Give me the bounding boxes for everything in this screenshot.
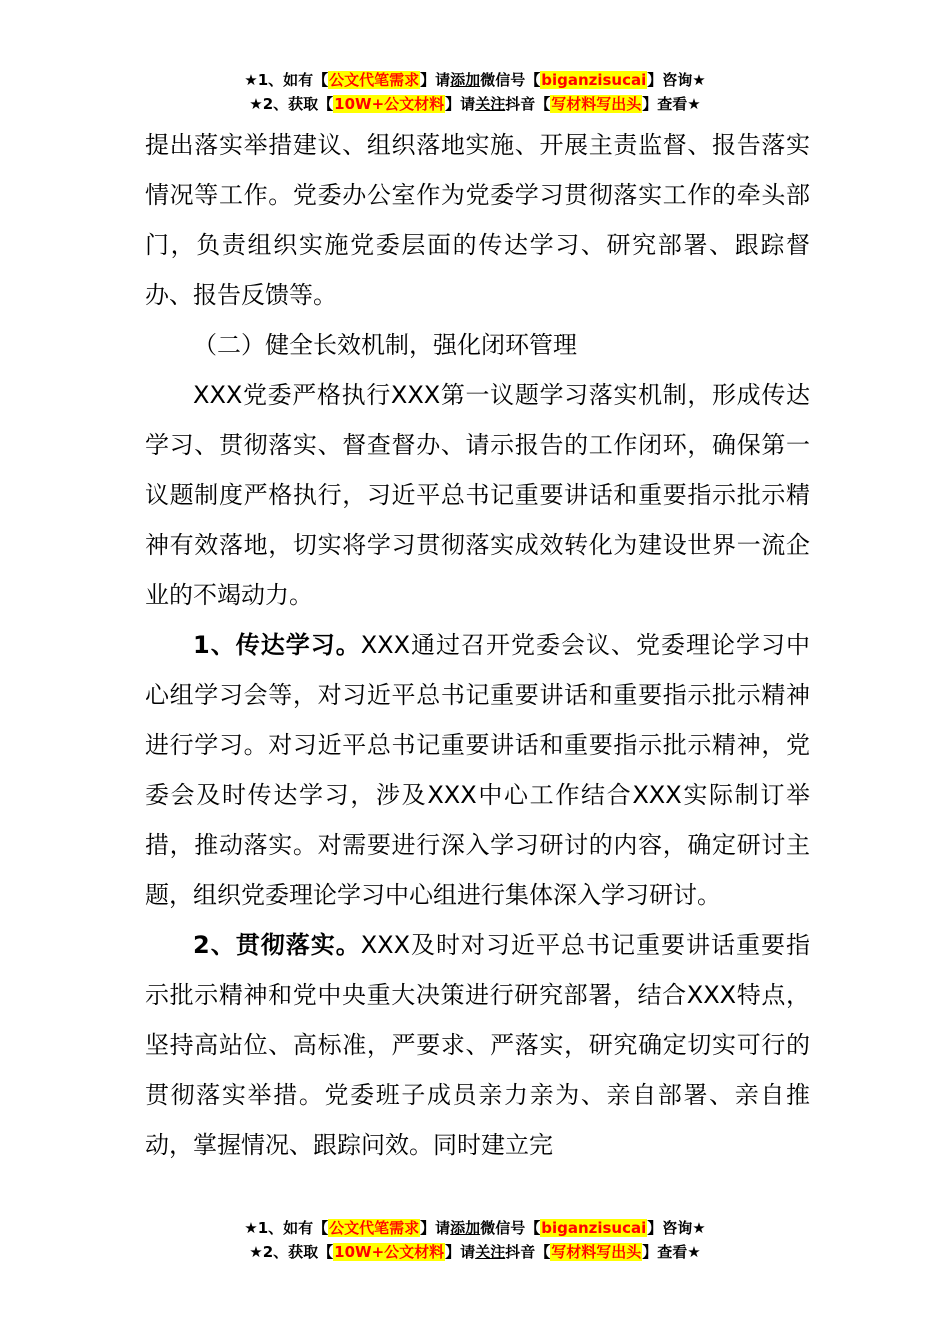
banner-highlight: biganzisucai	[541, 71, 647, 89]
section-heading: （二）健全长效机制，强化闭环管理	[193, 331, 577, 359]
item-1-title: 1、传达学习。	[193, 631, 361, 659]
item-2-text: XXX及时对习近平总书记重要讲话重要指示批示精神和党中央重大决策进行研究部署，结合XXX特点，坚持高站位、高标准，严要求、严落实，研究确定切实可行的贯彻落实举措。党委班子成员亲力亲为、亲自部署、亲自推动，掌握情况、跟踪问效。同时建立完	[145, 931, 811, 1159]
banner-text: 微信号【	[480, 1219, 541, 1237]
banner-text: 2、获取【	[262, 1243, 334, 1261]
banner-highlight: 10W+公文材料	[334, 1243, 445, 1261]
banner-text: 】咨询	[647, 71, 693, 89]
star-icon: ★	[244, 1219, 258, 1237]
item-1	[145, 620, 810, 920]
banner-line-2	[0, 1240, 950, 1264]
banner-text: 微信号【	[480, 71, 541, 89]
paragraph-2: XXX党委严格执行XXX第一议题学习落实机制，形成传达学习、贯彻落实、督查督办、请示报告的工作闭环，确保第一议题制度严格执行，习近平总书记重要讲话和重要指示批示精神有效落地，切实将学习贯彻落实成效转化为建设世界一流企业的不竭动力。	[145, 381, 810, 609]
banner-text: 】请	[445, 95, 476, 113]
banner-text: 】查看	[642, 1243, 688, 1261]
header-banner	[0, 68, 950, 116]
item-2-title: 2、贯彻落实。	[193, 931, 361, 959]
item-1-text: XXX通过召开党委会议、党委理论学习中心组学习会等，对习近平总书记重要讲话和重要指示批示精神进行学习。对习近平总书记重要讲话和重要指示批示精神，党委会及时传达学习，涉及XXX中心工作结合XXX实际制订举措，推动落实。对需要进行深入学习研讨的内容，确定研讨主题，组织党委理论学习中心组进行集体深入学习研讨。	[145, 631, 811, 909]
banner-highlight: 写材料写出头	[551, 1243, 642, 1261]
paragraph-1: 提出落实举措建议、组织落地实施、开展主责监督、报告落实情况等工作。党委办公室作为党委学习贯彻落实工作的牵头部门，负责组织实施党委层面的传达学习、研究部署、跟踪督办、报告反馈等。	[145, 131, 810, 309]
banner-text: 抖音【	[505, 1243, 551, 1261]
banner-underlined: 添加	[450, 1219, 481, 1237]
star-icon: ★	[687, 1243, 701, 1261]
star-icon: ★	[687, 95, 701, 113]
banner-underlined: 添加	[450, 71, 481, 89]
banner-text: 抖音【	[505, 95, 551, 113]
banner-line-2	[0, 92, 950, 116]
banner-text: 】查看	[642, 95, 688, 113]
banner-line-1	[0, 68, 950, 92]
document-body	[145, 120, 810, 1170]
star-icon: ★	[249, 95, 263, 113]
star-icon: ★	[249, 1243, 263, 1261]
banner-underlined: 关注	[475, 1243, 506, 1261]
banner-text: 1、如有【	[257, 1219, 329, 1237]
banner-highlight: biganzisucai	[541, 1219, 647, 1237]
banner-underlined: 关注	[475, 95, 506, 113]
banner-line-1	[0, 1216, 950, 1240]
footer-banner	[0, 1216, 950, 1264]
banner-text: 】请	[420, 71, 451, 89]
banner-text: 2、获取【	[262, 95, 334, 113]
banner-text: 1、如有【	[257, 71, 329, 89]
banner-text: 】请	[420, 1219, 451, 1237]
banner-text: 】咨询	[647, 1219, 693, 1237]
star-icon: ★	[244, 71, 258, 89]
banner-highlight: 公文代笔需求	[329, 1219, 420, 1237]
item-2	[145, 920, 810, 1170]
star-icon: ★	[692, 71, 706, 89]
banner-highlight: 写材料写出头	[551, 95, 642, 113]
star-icon: ★	[692, 1219, 706, 1237]
banner-text: 】请	[445, 1243, 476, 1261]
banner-highlight: 10W+公文材料	[334, 95, 445, 113]
banner-highlight: 公文代笔需求	[329, 71, 420, 89]
